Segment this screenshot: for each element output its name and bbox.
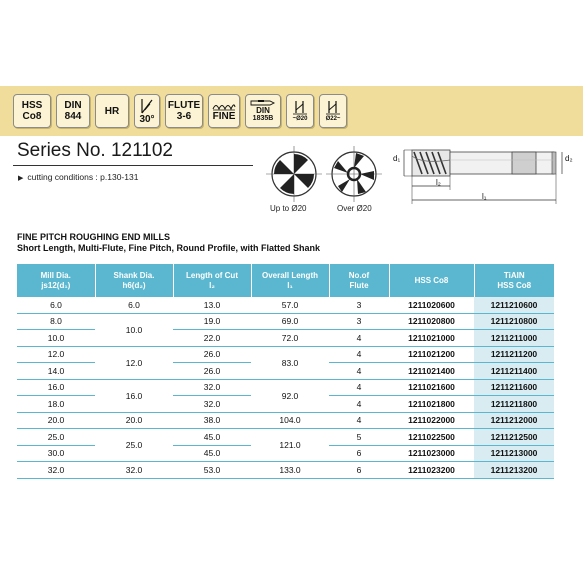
header-line: No.of (348, 270, 370, 280)
flutes-cell: 4 (329, 412, 389, 429)
tialn-code-cell: 1211211400 (474, 363, 554, 380)
cross-section-up-to-20 (266, 146, 322, 202)
tialn-code-cell: 1211211800 (474, 396, 554, 413)
col-tialn-hss-co8 (474, 264, 554, 297)
badge-helix-30 (134, 94, 160, 128)
tialn-code-cell: 1211212500 (474, 429, 554, 446)
flutes-cell: 4 (329, 379, 389, 396)
length-of-cut-cell: 32.0 (173, 379, 251, 396)
table-row (17, 429, 554, 446)
hss-co8-code-cell: 1211023200 (389, 462, 474, 479)
series-divider (13, 165, 253, 166)
tialn-code-cell: 1211210800 (474, 313, 554, 330)
badge-line: HSS (21, 100, 43, 111)
length-of-cut-cell: 26.0 (173, 363, 251, 380)
overall-length-cell: 69.0 (251, 313, 329, 330)
header-line: Flute (349, 280, 369, 290)
triangle-bullet-icon: ▶ (18, 175, 24, 182)
hss-co8-code-cell: 1211023000 (389, 445, 474, 462)
fine-pitch-profile-icon (212, 101, 236, 111)
mill-dia-cell: 25.0 (17, 429, 95, 446)
length-of-cut-cell: 45.0 (173, 445, 251, 462)
header-line: l₂ (209, 280, 215, 290)
table-row (17, 313, 554, 330)
badge-din-844 (56, 94, 90, 128)
hss-co8-code-cell: 1211021200 (389, 346, 474, 363)
badge-hss-co8 (13, 94, 51, 128)
shank-dia-cell: 12.0 (95, 346, 173, 379)
caption-over-20: Over Ø20 (337, 204, 372, 213)
header-line: TiAlN (503, 270, 525, 280)
flutes-cell: 4 (329, 346, 389, 363)
flutes-cell: 3 (329, 313, 389, 330)
tialn-code-cell: 1211213000 (474, 445, 554, 462)
spec-badges (13, 94, 347, 128)
badge-line: ~Ø20 (292, 115, 308, 122)
dim-l1: l₁ (482, 192, 487, 201)
header-line: Mill Dia. (40, 270, 71, 280)
badge-line: 1835B (252, 115, 274, 122)
col-flutes (329, 264, 389, 297)
mill-dia-cell: 30.0 (17, 445, 95, 462)
cutting-conditions (18, 172, 138, 182)
hss-co8-code-cell: 1211020600 (389, 297, 474, 313)
table-row (17, 346, 554, 363)
header-line: Shank Dia. (113, 270, 155, 280)
shank-dia-cell: 10.0 (95, 313, 173, 346)
helix-angle-icon (138, 98, 156, 114)
length-of-cut-cell: 45.0 (173, 429, 251, 446)
badge-line: DIN (64, 100, 82, 111)
dim-l2: l₂ (436, 178, 441, 187)
badge-line: FLUTE (167, 100, 201, 111)
mill-dia-cell: 8.0 (17, 313, 95, 330)
badge-line: Ø22~ (325, 115, 341, 122)
flutes-cell: 4 (329, 363, 389, 380)
caption-up-to-20: Up to Ø20 (270, 204, 307, 213)
table-row (17, 462, 554, 479)
badge-line: HR (104, 105, 120, 117)
flutes-cell: 6 (329, 445, 389, 462)
badge-center-cut-up-to-20 (286, 94, 314, 128)
header-line: js12(d₁) (41, 280, 71, 290)
product-subheading: Short Length, Multi-Flute, Fine Pitch, Round Profile, with Flatted Shank (17, 243, 320, 253)
length-of-cut-cell: 19.0 (173, 313, 251, 330)
flutes-cell: 3 (329, 297, 389, 313)
center-cut-icon (290, 100, 310, 116)
length-of-cut-cell: 22.0 (173, 330, 251, 347)
flutes-cell: 4 (329, 330, 389, 347)
header-line: HSS Co8 (414, 275, 449, 285)
mill-dia-cell: 12.0 (17, 346, 95, 363)
end-mill-drawing (392, 146, 570, 212)
tialn-code-cell: 1211211000 (474, 330, 554, 347)
dim-d1: d₁ (393, 154, 401, 163)
header-line: l₁ (287, 280, 293, 290)
header-line: Length of Cut (186, 270, 238, 280)
hss-co8-code-cell: 1211021400 (389, 363, 474, 380)
col-shank-dia (95, 264, 173, 297)
shank-dia-cell: 25.0 (95, 429, 173, 462)
product-heading: FINE PITCH ROUGHING END MILLS (17, 232, 170, 242)
overall-length-cell: 72.0 (251, 330, 329, 347)
table-row (17, 379, 554, 396)
col-overall-length (251, 264, 329, 297)
shank-dia-cell: 6.0 (95, 297, 173, 313)
tialn-code-cell: 1211211600 (474, 379, 554, 396)
badge-line: 3-6 (176, 111, 192, 122)
length-of-cut-cell: 53.0 (173, 462, 251, 479)
mill-dia-cell: 16.0 (17, 379, 95, 396)
mill-dia-cell: 32.0 (17, 462, 95, 479)
overall-length-cell: 121.0 (251, 429, 329, 462)
col-length-of-cut (173, 264, 251, 297)
hss-co8-code-cell: 1211022500 (389, 429, 474, 446)
dim-d2: d₂ (565, 154, 573, 163)
table-header-row (17, 264, 554, 297)
specification-table (17, 264, 554, 479)
table-row (17, 297, 554, 313)
cross-section-over-20 (326, 146, 382, 202)
header-line: Overall Length (261, 270, 318, 280)
mill-dia-cell: 20.0 (17, 412, 95, 429)
badge-fine (208, 94, 240, 128)
shank-dia-cell: 32.0 (95, 462, 173, 479)
header-line: HSS Co8 (497, 280, 532, 290)
length-of-cut-cell: 26.0 (173, 346, 251, 363)
hss-co8-code-cell: 1211020800 (389, 313, 474, 330)
overall-length-cell: 133.0 (251, 462, 329, 479)
col-hss-co8 (389, 264, 474, 297)
mill-dia-cell: 18.0 (17, 396, 95, 413)
badge-line: DIN (256, 106, 270, 115)
badge-center-cut-over-22 (319, 94, 347, 128)
cross-section-drawings (264, 146, 384, 204)
tialn-code-cell: 1211210600 (474, 297, 554, 313)
badge-line: 30° (139, 113, 155, 125)
mill-dia-cell: 14.0 (17, 363, 95, 380)
table-row (17, 412, 554, 429)
hss-co8-code-cell: 1211022000 (389, 412, 474, 429)
tialn-code-cell: 1211213200 (474, 462, 554, 479)
hss-co8-code-cell: 1211021600 (389, 379, 474, 396)
badge-line: 844 (64, 111, 82, 122)
tialn-code-cell: 1211212000 (474, 412, 554, 429)
mill-dia-cell: 6.0 (17, 297, 95, 313)
shank-dia-cell: 16.0 (95, 379, 173, 412)
flutes-cell: 5 (329, 429, 389, 446)
flutes-cell: 4 (329, 396, 389, 413)
length-of-cut-cell: 13.0 (173, 297, 251, 313)
center-cut-icon (323, 100, 343, 116)
shank-dia-cell: 20.0 (95, 412, 173, 429)
col-mill-dia (17, 264, 95, 297)
badge-flute-3-6 (165, 94, 203, 128)
badge-line: Co8 (22, 111, 42, 122)
header-line: h6(d₂) (122, 280, 146, 290)
badge-line: FINE (212, 110, 236, 122)
overall-length-cell: 83.0 (251, 346, 329, 379)
length-of-cut-cell: 38.0 (173, 412, 251, 429)
flutes-cell: 6 (329, 462, 389, 479)
series-title: Series No. 121102 (17, 140, 173, 161)
badge-din-1835b (245, 94, 281, 128)
hss-co8-code-cell: 1211021800 (389, 396, 474, 413)
cutting-conditions-text[interactable]: cutting conditions : p.130-131 (27, 172, 139, 182)
overall-length-cell: 92.0 (251, 379, 329, 412)
overall-length-cell: 57.0 (251, 297, 329, 313)
length-of-cut-cell: 32.0 (173, 396, 251, 413)
hss-co8-code-cell: 1211021000 (389, 330, 474, 347)
mill-dia-cell: 10.0 (17, 330, 95, 347)
badge-hr (95, 94, 129, 128)
tialn-code-cell: 1211211200 (474, 346, 554, 363)
overall-length-cell: 104.0 (251, 412, 329, 429)
